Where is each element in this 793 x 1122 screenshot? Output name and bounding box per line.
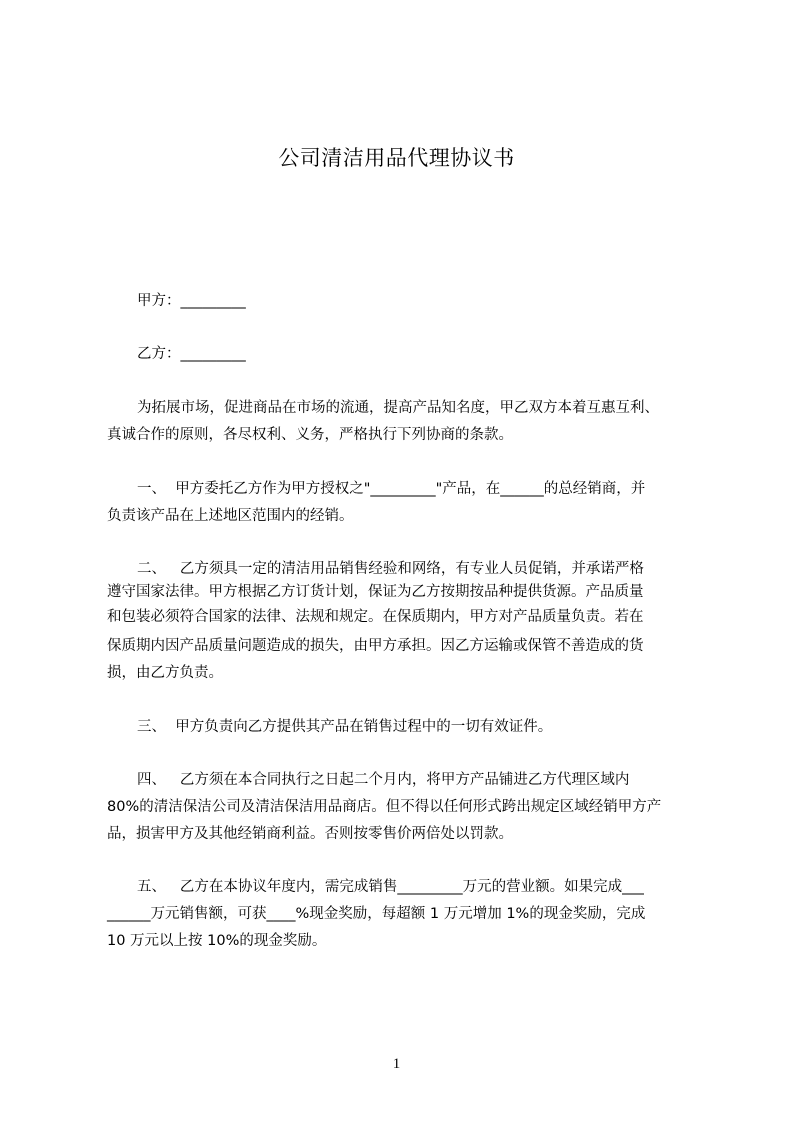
paragraph-line: 为拓展市场，促进商品在市场的流通，提高产品知名度，甲乙双方本着互惠互利、	[137, 400, 659, 416]
paragraph-line: ______万元销售额，可获____%现金奖励，每超额 1 万元增加 1%的现金奖励，完成	[107, 906, 646, 922]
party-a-line: 甲方：_________	[137, 293, 246, 309]
paragraph-line: 品，损害甲方及其他经销商利益。否则按零售价两倍处以罚款。	[107, 826, 513, 842]
party-b-line: 乙方：_________	[137, 346, 246, 362]
paragraph-line: 损，由乙方负责。	[107, 665, 223, 681]
paragraph-line: 和包装必须符合国家的法律、法规和规定。在保质期内，甲方对产品质量负责。若在	[107, 609, 644, 625]
paragraph-line: 二、 乙方须具一定的清洁用品销售经验和网络，有专业人员促销，并承诺严格	[137, 561, 644, 577]
paragraph-line: 五、 乙方在本协议年度内，需完成销售_________万元的营业额。如果完成___	[137, 879, 644, 895]
paragraph-line: 负责该产品在上述地区范围内的经销。	[107, 508, 354, 524]
paragraph-line: 保质期内因产品质量问题造成的损失，由甲方承担。因乙方运输或保管不善造成的货	[107, 638, 644, 654]
paragraph-line: 四、 乙方须在本合同执行之日起二个月内，将甲方产品铺进乙方代理区域内	[137, 772, 630, 788]
paragraph-line: 10 万元以上按 10%的现金奖励。	[107, 933, 327, 949]
paragraph-line: 三、 甲方负责向乙方提供其产品在销售过程中的一切有效证件。	[137, 719, 553, 735]
page-number: 1	[392, 1056, 401, 1072]
paragraph-line: 一、 甲方委托乙方作为甲方授权之"_________"产品，在______的总经销商，并	[137, 481, 646, 497]
paragraph-line: 遵守国家法律。甲方根据乙方订货计划，保证为乙方按期按品种提供货源。产品质量	[107, 584, 644, 600]
paragraph-line: 80%的清洁保洁公司及清洁保洁用品商店。但不得以任何形式跨出规定区域经销甲方产	[107, 799, 662, 815]
paragraph-line: 真诚合作的原则，各尽权利、义务，严格执行下列协商的条款。	[107, 427, 513, 443]
document-title: 公司清洁用品代理协议书	[278, 146, 515, 170]
